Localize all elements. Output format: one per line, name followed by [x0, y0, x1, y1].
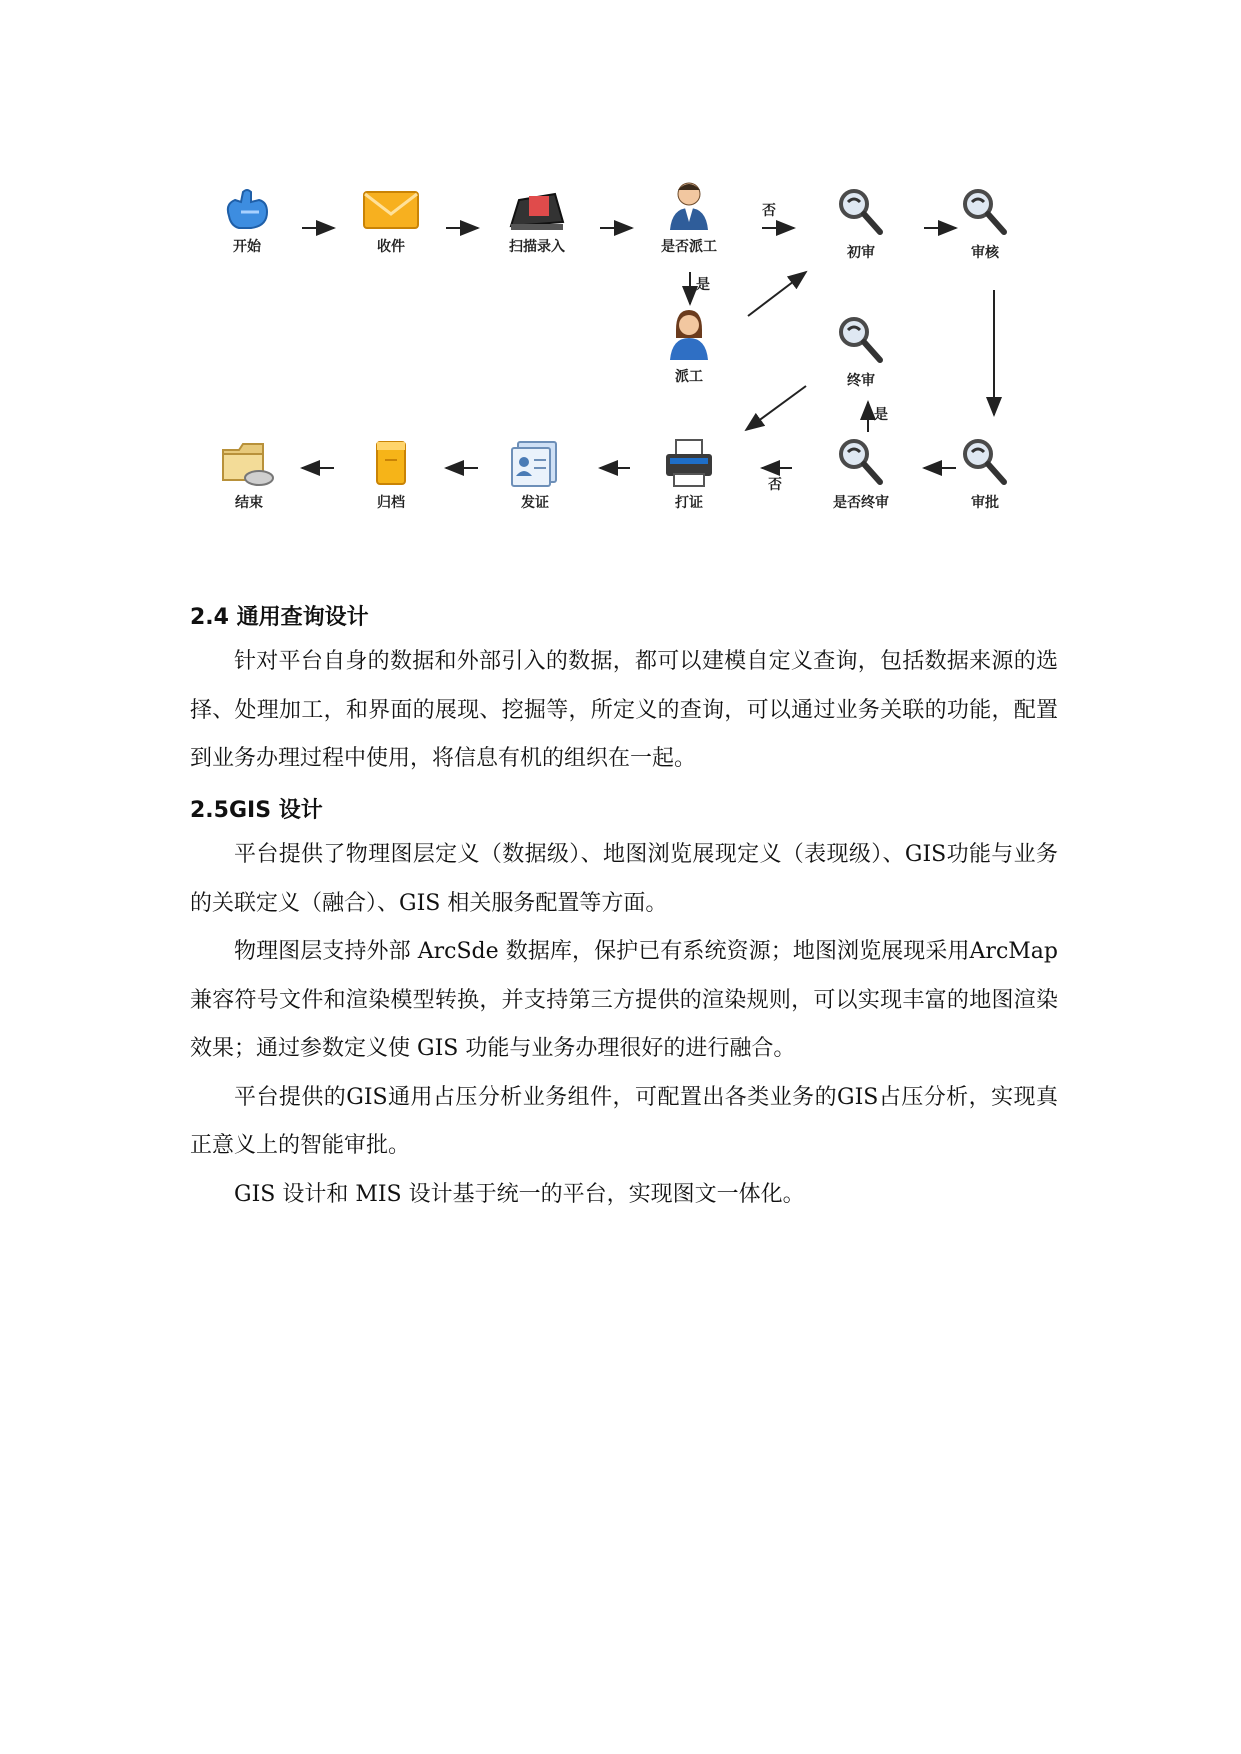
hand-pointer-icon	[221, 186, 273, 232]
section-heading: 2.4 通用查询设计	[190, 605, 369, 630]
node-first-review	[806, 186, 916, 262]
node-audit	[930, 186, 1040, 262]
paragraph: 平台提供的GIS通用占压分析业务组件，可配置出各类业务的GIS占压分析，实现真正意义上的智能审批。	[190, 1084, 1058, 1158]
node-print	[634, 438, 744, 512]
node-dispatch-question	[634, 178, 744, 256]
workflow-arrows	[0, 0, 1241, 560]
node-receive	[336, 186, 446, 256]
node-label-approve: 审批	[971, 495, 999, 511]
edge-label-dispatch-no: 否	[762, 203, 776, 219]
node-label-scan: 扫描录入	[509, 239, 565, 255]
edge-label-final-no: 否	[768, 477, 782, 493]
node-label-issue: 发证	[521, 495, 549, 511]
node-label-print: 打证	[675, 495, 703, 511]
node-label-audit: 审核	[971, 245, 999, 261]
node-label-is-final-review: 是否终审	[833, 495, 889, 511]
node-issue	[480, 438, 590, 512]
folder-icon	[217, 438, 281, 488]
node-end	[194, 438, 304, 512]
magnifier-icon	[836, 186, 886, 238]
node-label-receive: 收件	[377, 239, 405, 255]
node-label-final-review: 终审	[847, 373, 875, 389]
envelope-icon	[361, 186, 421, 232]
edge-label-dispatch-yes: 是	[696, 277, 710, 293]
male-user-icon	[664, 178, 714, 232]
node-label-end: 结束	[235, 495, 263, 511]
node-scan	[482, 186, 592, 256]
printer-icon	[662, 438, 716, 488]
node-label-archive: 归档	[377, 495, 405, 511]
paragraph: 针对平台自身的数据和外部引入的数据，都可以建模自定义查询，包括数据来源的选择、处理加工，和界面的展现、挖掘等，所定义的查询，可以通过业务关联的功能，配置到业务办理过程中使用，将信息有机的组织在一起。	[190, 649, 1058, 771]
node-dispatch	[634, 308, 744, 386]
scanner-icon	[505, 186, 569, 232]
node-label-dispatch: 派工	[675, 369, 703, 385]
paragraph: 平台提供了物理图层定义（数据级）、地图浏览展现定义（表现级）、GIS功能与业务的关联定义（融合）、GIS 相关服务配置等方面。	[190, 842, 1058, 916]
magnifier-icon	[836, 314, 886, 366]
section-gis-design	[190, 791, 1058, 1219]
magnifier-icon	[960, 186, 1010, 238]
paragraph: 物理图层支持外部 ArcSde 数据库，保护已有系统资源；地图浏览展现采用ArcMap 兼容符号文件和渲染模型转换，并支持第三方提供的渲染规则，可以实现丰富的地图渲染效果；通过参数定义使 GIS 功能与业务办理很好的进行融合。	[190, 939, 1058, 1061]
node-archive	[336, 438, 446, 512]
female-user-icon	[664, 308, 714, 362]
node-approve	[930, 436, 1040, 512]
node-start	[192, 186, 302, 256]
edge-label-final-yes: 是	[874, 407, 888, 423]
node-final-review	[806, 314, 916, 390]
id-card-icon	[508, 438, 562, 488]
node-label-start: 开始	[233, 239, 261, 255]
paragraph: GIS 设计和 MIS 设计基于统一的平台，实现图文一体化。	[234, 1181, 805, 1207]
node-label-first-review: 初审	[847, 245, 875, 261]
section-query-design	[190, 598, 1058, 784]
archive-box-icon	[369, 438, 413, 488]
magnifier-icon	[836, 436, 886, 488]
magnifier-icon	[960, 436, 1010, 488]
node-label-dispatch-question: 是否派工	[661, 239, 717, 255]
arrow-dispatch-first	[748, 272, 806, 316]
workflow-diagram	[0, 0, 1241, 560]
node-is-final-review	[806, 436, 916, 512]
section-heading: 2.5GIS 设计	[190, 798, 323, 823]
arrow-final-print	[746, 386, 806, 430]
